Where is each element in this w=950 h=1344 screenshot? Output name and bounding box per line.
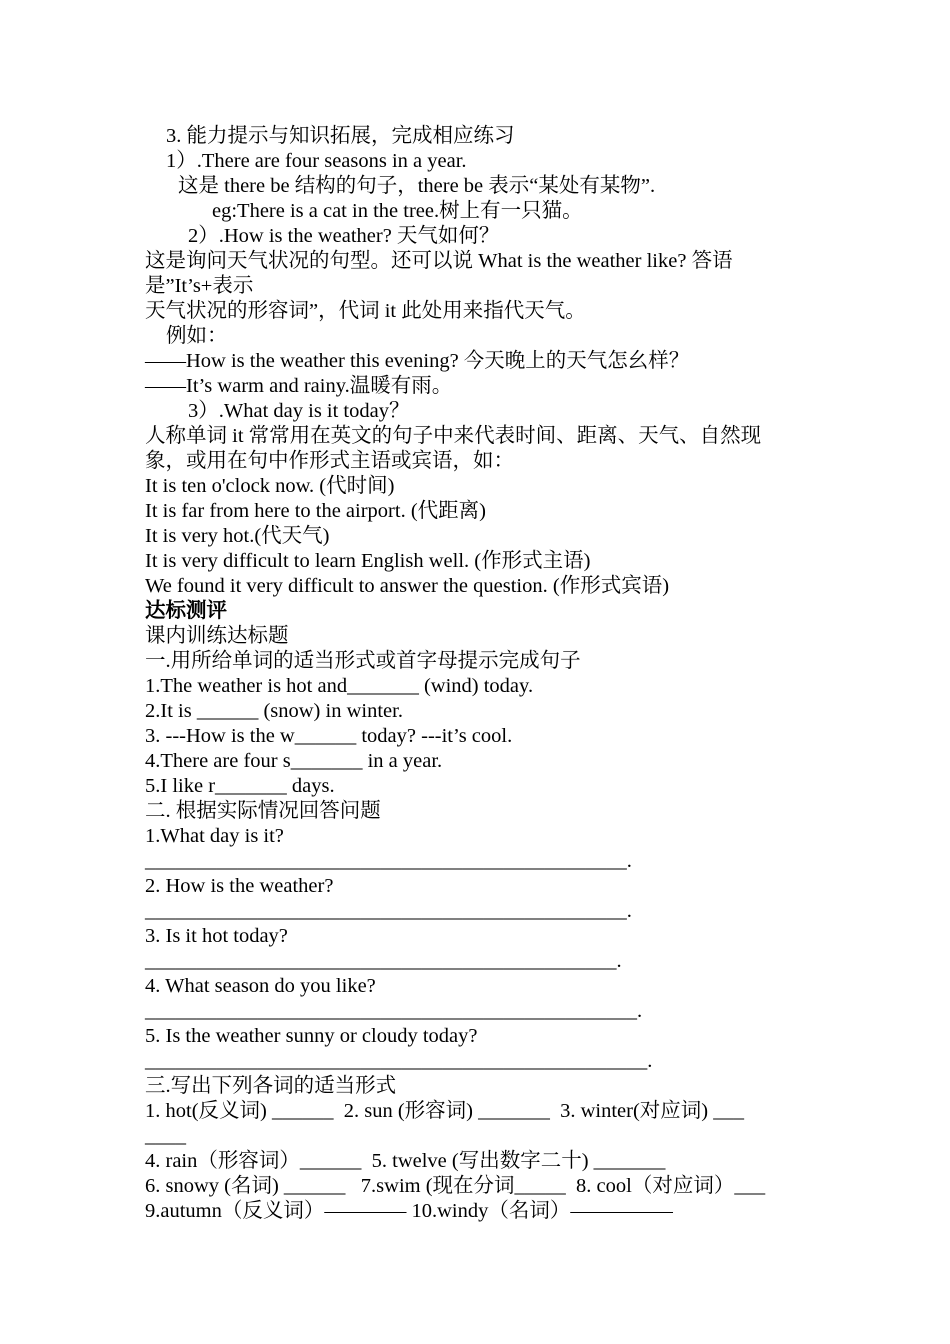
part-2-heading: 二. 根据实际情况回答问题 — [145, 800, 381, 822]
part-2-a5-line: _________________________________________________. — [145, 1050, 653, 1072]
example-question: ——How is the weather this evening? 今天晚上的天气怎幺样？ — [145, 350, 690, 372]
section-heading: 3. 能力提示与知识拓展，完成相应练习 — [166, 125, 515, 147]
part-2-a3-line: ______________________________________________. — [145, 950, 622, 972]
point-2: 2）.How is the weather? 天气如何？ — [188, 225, 500, 247]
part-2-a2-line: _______________________________________________. — [145, 900, 632, 922]
exercise-title: 课内训练达标题 — [145, 625, 289, 647]
example-answer: ——It’s warm and rainy.温暖有雨。 — [145, 375, 453, 397]
part-3-row-4: 9.autumn（反义词）———— 10.windy（名词）————— — [145, 1200, 673, 1222]
part-1-q4: 4.There are four s_______ in a year. — [145, 750, 443, 772]
part-2-a4-line: ________________________________________________. — [145, 1000, 643, 1022]
point-1-note: 这是 there be 结构的句子，there be 表示“某处有某物”. — [178, 175, 656, 197]
part-2-q1: 1.What day is it? — [145, 825, 284, 847]
part-3-row-2: 4. rain（形容词）______ 5. twelve (写出数字二十) _______ — [145, 1150, 666, 1172]
part-2-a1-line: _______________________________________________. — [145, 850, 632, 872]
part-3-row-1-cont: ____ — [145, 1125, 186, 1147]
example-time: It is ten o'clock now. (代时间) — [145, 475, 395, 497]
point-3-note-cont: 象，或用在句中作形式主语或宾语，如： — [145, 450, 514, 472]
point-2-note-cont-2: 天气状况的形容词”，代词 it 此处用来指代天气。 — [145, 300, 586, 322]
example-formal-object: We found it very difficult to answer the question. (作形式宾语) — [145, 575, 670, 597]
part-3-heading: 三.写出下列各词的适当形式 — [145, 1075, 397, 1097]
part-1-heading: 一.用所给单词的适当形式或首字母提示完成句子 — [145, 650, 581, 672]
part-2-q4: 4. What season do you like? — [145, 975, 376, 997]
example-weather: It is very hot.(代天气) — [145, 525, 330, 547]
part-2-q2: 2. How is the weather? — [145, 875, 334, 897]
part-1-q3: 3. ---How is the w______ today? ---it’s cool. — [145, 725, 513, 747]
part-2-q5: 5. Is the weather sunny or cloudy today? — [145, 1025, 478, 1047]
point-3-note: 人称单词 it 常常用在英文的句子中来代表时间、距离、天气、自然现 — [145, 425, 762, 447]
part-1-q1: 1.The weather is hot and_______ (wind) today. — [145, 675, 534, 697]
point-1: 1）.There are four seasons in a year. — [166, 150, 467, 172]
point-2-note: 这是询问天气状况的句型。还可以说 What is the weather like? 答语 — [145, 250, 733, 272]
example-label: 例如： — [166, 325, 228, 347]
point-1-example: eg:There is a cat in the tree.树上有一只猫。 — [212, 200, 583, 222]
part-1-q5: 5.I like r_______ days. — [145, 775, 335, 797]
example-formal-subject: It is very difficult to learn English well. (作形式主语) — [145, 550, 591, 572]
assessment-heading: 达标测评 — [145, 600, 227, 622]
part-3-row-3: 6. snowy (名词) ______ 7.swim (现在分词_____ 8. cool（对应词）___ — [145, 1175, 766, 1197]
point-3: 3）.What day is it today？ — [188, 400, 410, 422]
part-1-q2: 2.It is ______ (snow) in winter. — [145, 700, 403, 722]
part-2-q3: 3. Is it hot today? — [145, 925, 288, 947]
example-distance: It is far from here to the airport. (代距离) — [145, 500, 486, 522]
part-3-row-1: 1. hot(反义词) ______ 2. sun (形容词) _______ 3. winter(对应词) ___ — [145, 1100, 745, 1122]
point-2-note-cont: 是”It’s+表示 — [145, 275, 254, 297]
